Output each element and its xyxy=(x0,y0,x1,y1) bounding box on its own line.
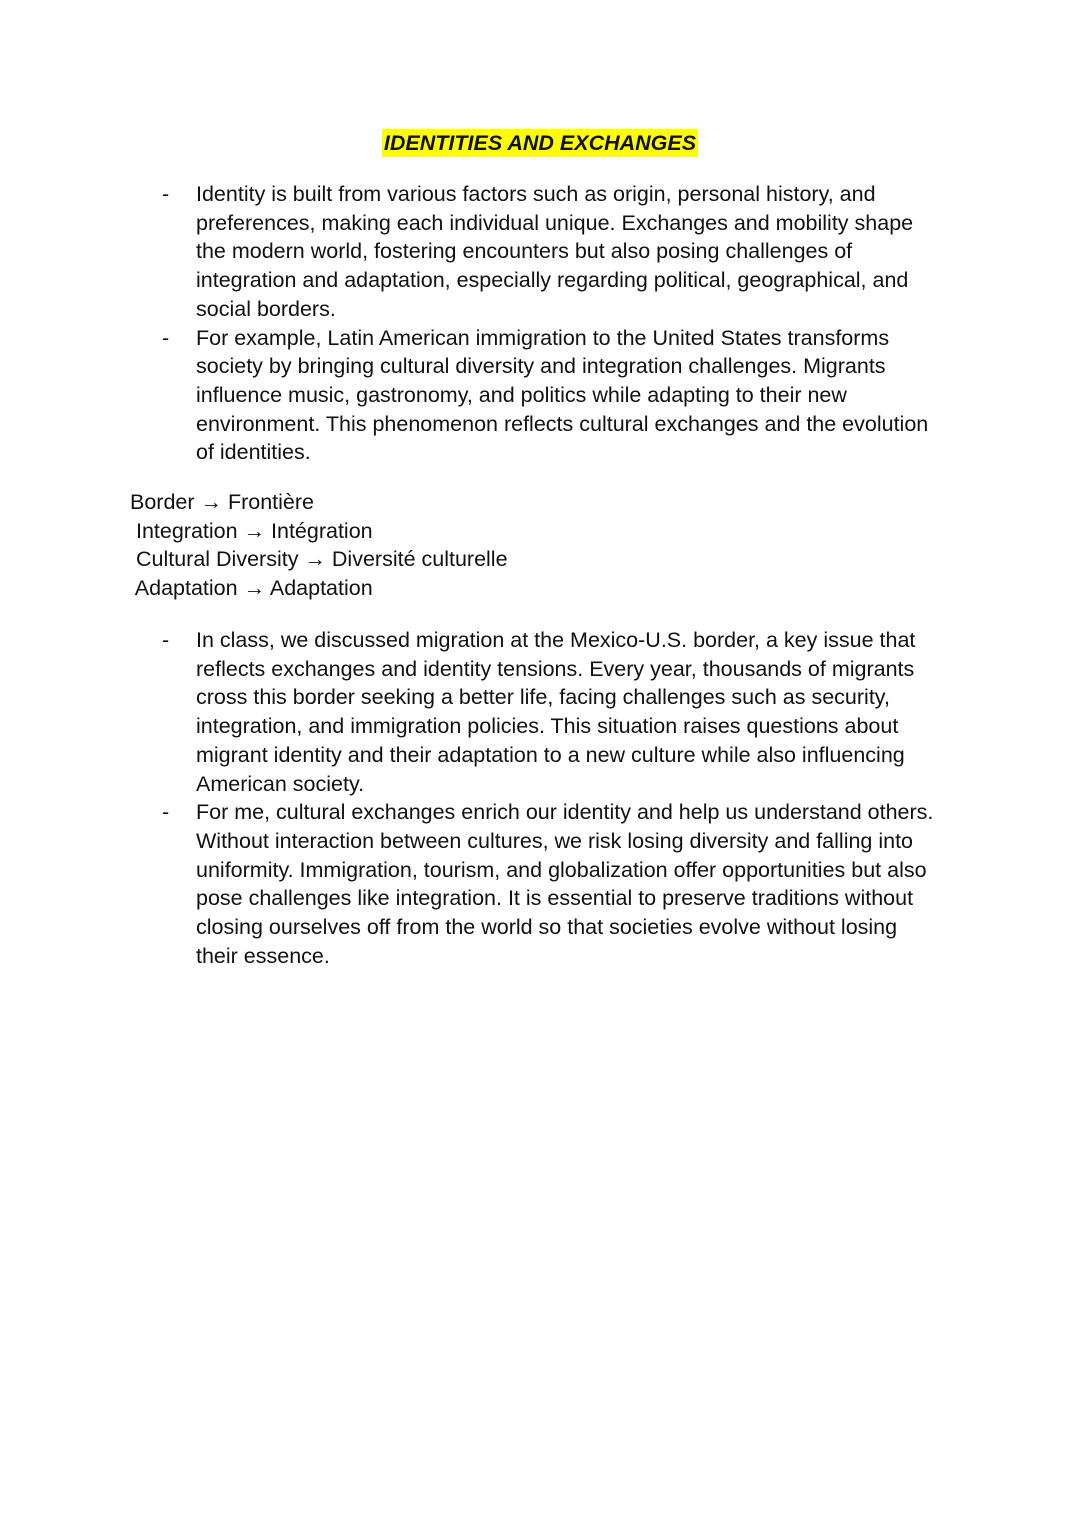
text-line: For me, cultural exchanges enrich our identity and help us understand others. xyxy=(196,800,934,825)
bullet-dash: - xyxy=(162,800,170,825)
text-line: Identity is built from various factors such as origin, personal history, and xyxy=(196,182,876,206)
list-item-text xyxy=(196,324,1080,468)
text-line: migrant identity and their adaptation to a new culture while also influencing xyxy=(196,742,905,767)
text-line: pose challenges like integration. It is essential to preserve traditions without xyxy=(196,886,914,911)
text-line: social borders. xyxy=(196,296,336,321)
text-line: influence music, gastronomy, and politics while adapting to their new xyxy=(196,382,847,407)
text-line: their essence. xyxy=(196,943,330,968)
list-item xyxy=(0,798,1080,970)
bullet-dash: - xyxy=(162,182,170,206)
vocabulary-entry: Adaptation → Adaptation xyxy=(130,576,373,601)
list-item xyxy=(0,626,1080,798)
text-line: closing ourselves off from the world so that societies evolve without losing xyxy=(196,915,898,940)
text-line: Without interaction between cultures, we risk losing diversity and falling into xyxy=(196,828,914,853)
vocabulary-entry: Cultural Diversity → Diversité culturelle xyxy=(130,547,508,572)
text-line: cross this border seeking a better life, facing challenges such as security, xyxy=(196,685,890,710)
vocabulary-list xyxy=(130,488,508,603)
text-line: society by bringing cultural diversity and integration challenges. Migrants xyxy=(196,354,886,379)
text-line: environment. This phenomenon reflects cultural exchanges and the evolution xyxy=(196,411,929,436)
text-line: uniformity. Immigration, tourism, and globalization offer opportunities but also xyxy=(196,857,927,882)
text-line: preferences, making each individual unique. Exchanges and mobility shape xyxy=(196,210,914,235)
vocabulary-entry: Border → Frontière xyxy=(130,490,315,514)
list-item xyxy=(0,324,1080,468)
list-item-text xyxy=(196,180,1080,324)
bullet-dash: - xyxy=(162,628,170,652)
document-title: IDENTITIES AND EXCHANGES xyxy=(383,131,697,155)
document-title-wrapper xyxy=(0,129,1080,157)
text-line: reflects exchanges and identity tensions. Every year, thousands of migrants xyxy=(196,656,915,681)
text-line: American society. xyxy=(196,771,365,796)
list-item xyxy=(0,180,1080,324)
text-line: For example, Latin American immigration to the United States transforms xyxy=(196,325,890,350)
bullet-list-discussion xyxy=(0,626,1080,970)
bullet-list-intro xyxy=(0,180,1080,467)
text-line: integration and adaptation, especially regarding political, geographical, and xyxy=(196,268,909,293)
text-line: the modern world, fostering encounters but also posing challenges of xyxy=(196,239,853,264)
vocabulary-entry: Integration → Intégration xyxy=(130,518,373,543)
list-item-text xyxy=(196,626,1080,798)
text-line: of identities. xyxy=(196,440,311,465)
text-line: integration, and immigration policies. This situation raises questions about xyxy=(196,714,899,739)
bullet-dash: - xyxy=(162,325,170,350)
list-item-text xyxy=(196,798,1080,970)
text-line: In class, we discussed migration at the Mexico-U.S. border, a key issue that xyxy=(196,628,916,652)
